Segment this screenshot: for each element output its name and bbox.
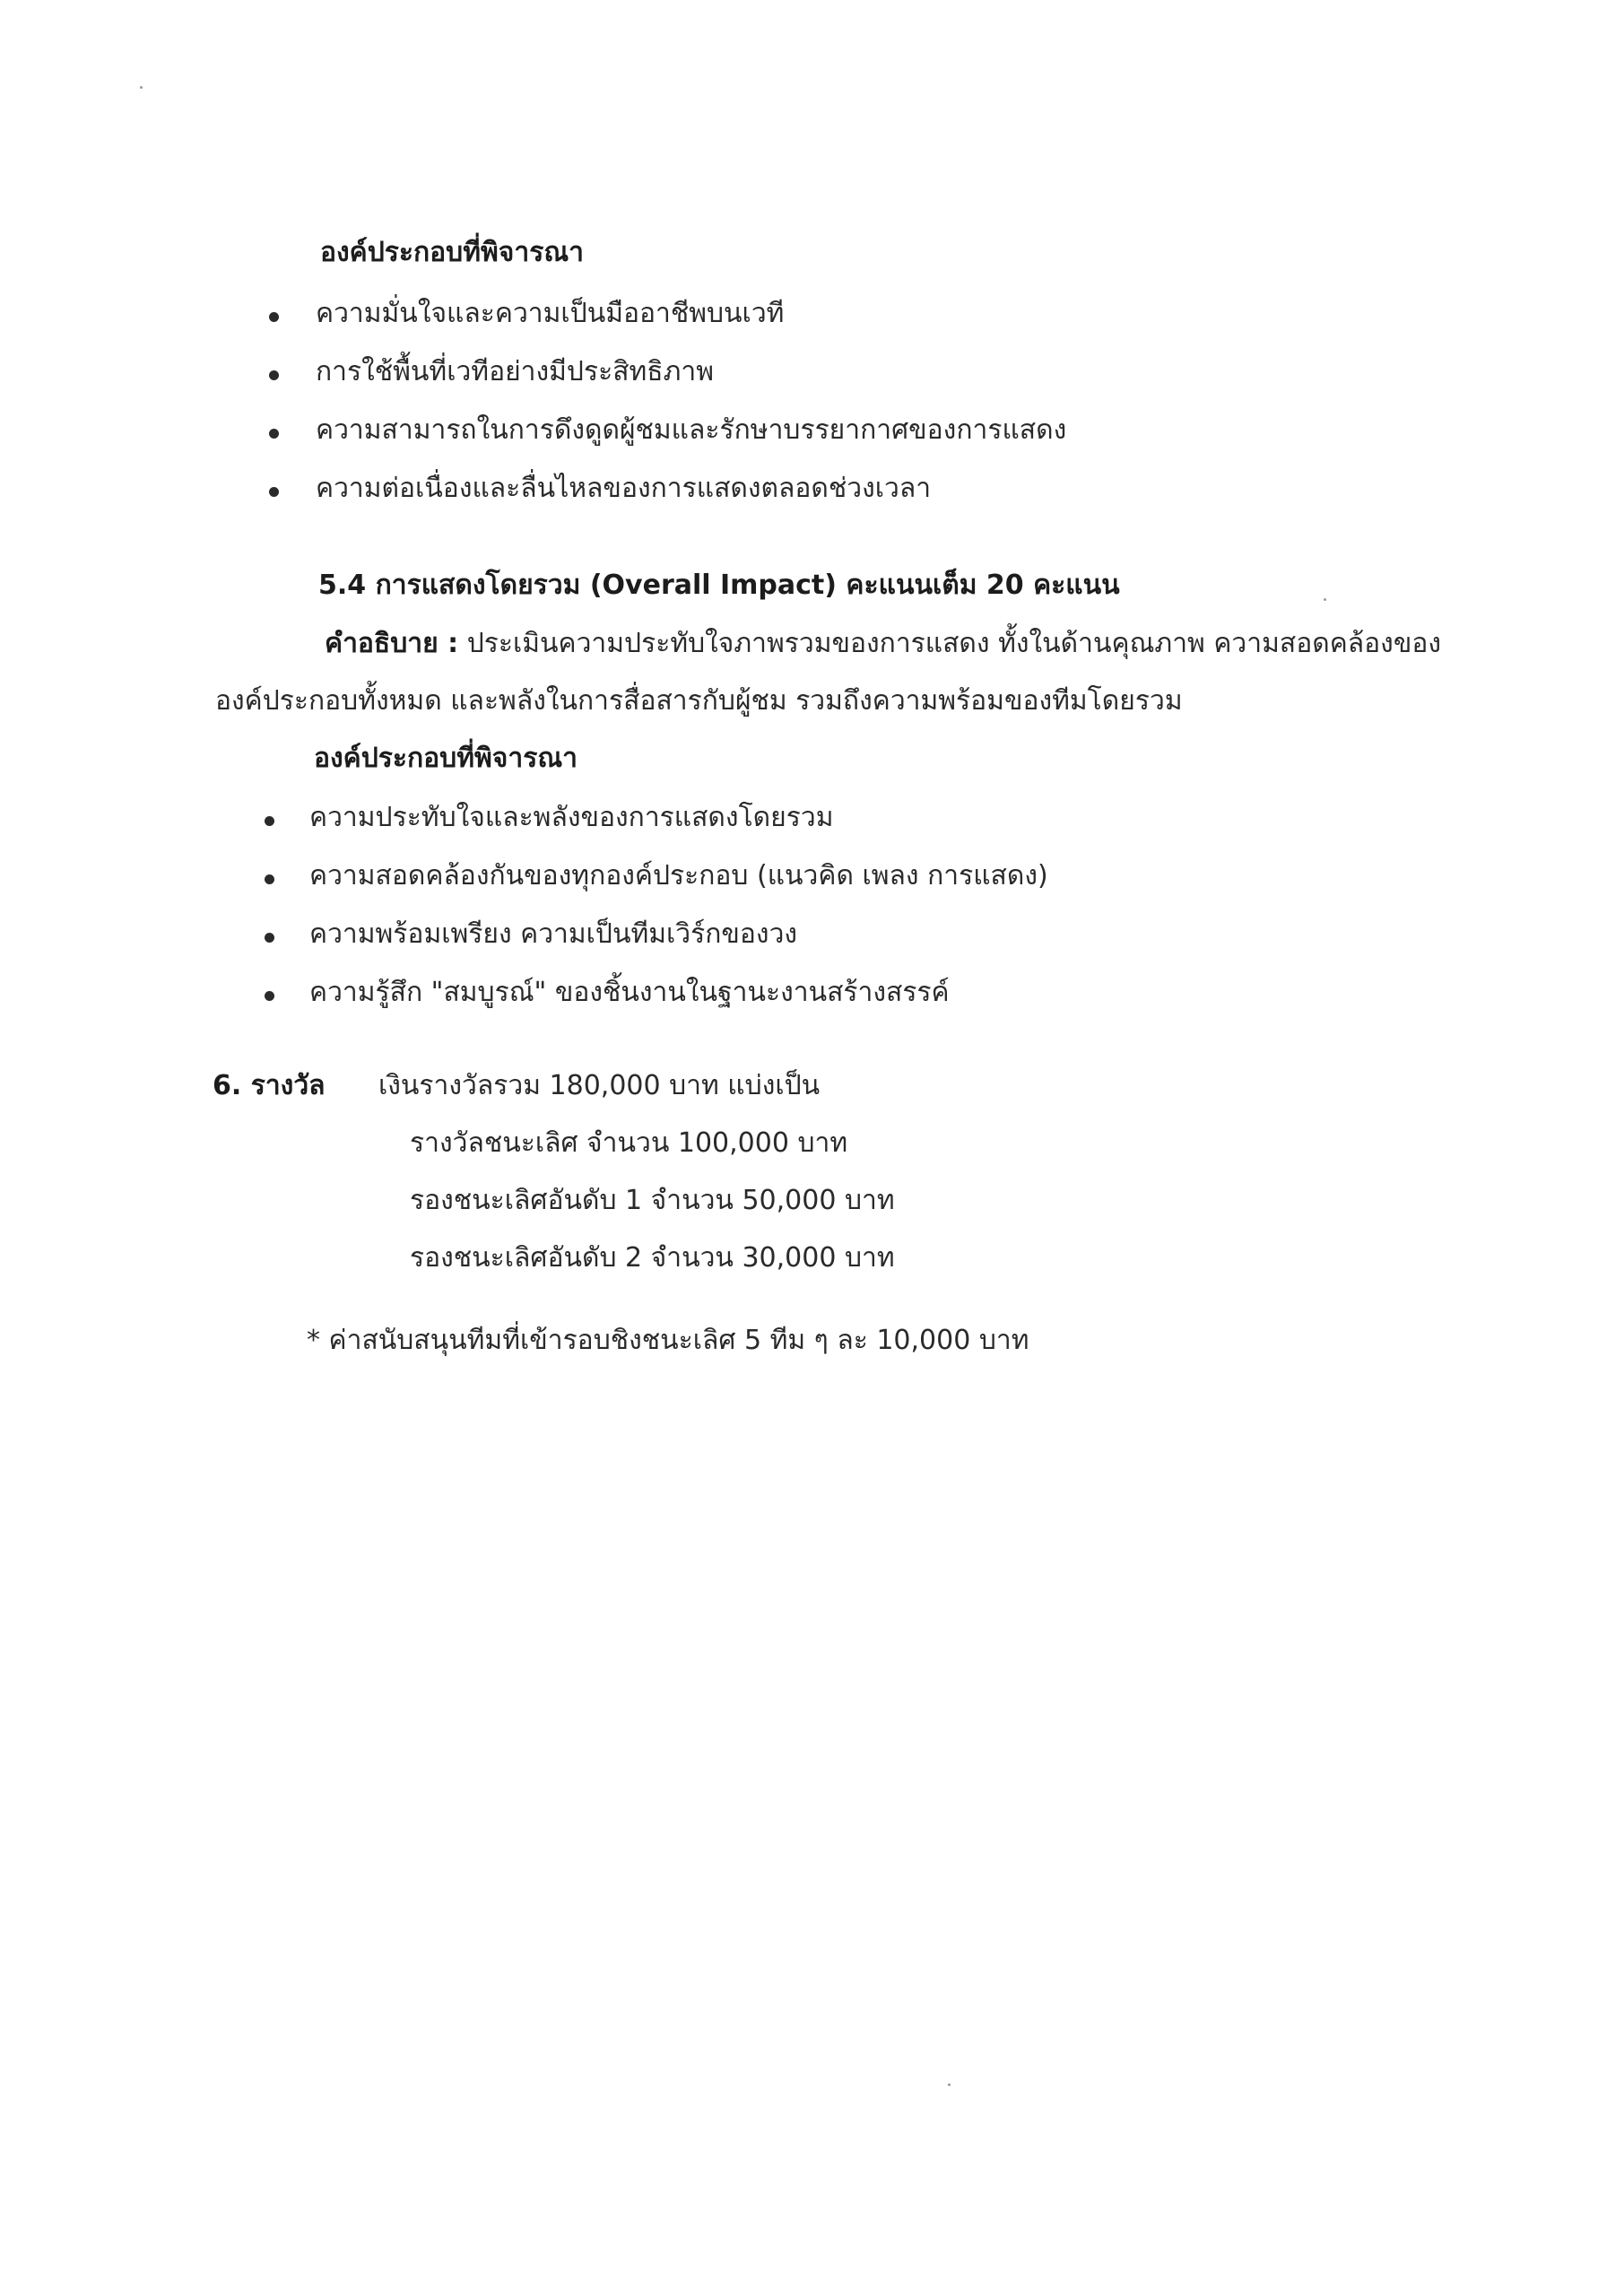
- criteria-item: การใช้พื้นที่เวทีอย่างมีประสิทธิภาพ: [316, 356, 714, 387]
- bullet-icon: [269, 370, 279, 380]
- bullet-icon: [265, 874, 274, 884]
- description-line-2: องค์ประกอบทั้งหมด และพลังในการสื่อสารกับผู้ชม รวมถึงความพร้อมของทีมโดยรวม: [215, 685, 1183, 717]
- criteria-item: ความพร้อมเพรียง ความเป็นทีมเวิร์กของวง: [309, 918, 798, 950]
- bullet-icon: [269, 429, 279, 439]
- criteria-heading: องค์ประกอบที่พิจารณา: [320, 237, 584, 268]
- criteria-item: ความสอดคล้องกันของทุกองค์ประกอบ (แนวคิด เพลง การแสดง): [309, 860, 1048, 891]
- description-line-1: [325, 626, 1441, 662]
- criteria-item: ความต่อเนื่องและลื่นไหลของการแสดงตลอดช่วงเวลา: [316, 473, 932, 504]
- section-heading: 5.4 การแสดงโดยรวม (Overall Impact) คะแนนเต็ม 20 คะแนน: [318, 570, 1120, 601]
- scan-speck: [140, 86, 143, 89]
- scan-speck: [1324, 598, 1326, 601]
- bullet-icon: [269, 487, 279, 497]
- prize-note: * ค่าสนับสนุนทีมที่เข้ารอบชิงชนะเลิศ 5 ทีม ๆ ละ 10,000 บาท: [307, 1325, 1029, 1356]
- prize-total: เงินรางวัลรวม 180,000 บาท แบ่งเป็น: [378, 1070, 821, 1101]
- prize-item: รองชนะเลิศอันดับ 2 จำนวน 30,000 บาท: [410, 1242, 895, 1274]
- scan-speck: [948, 2083, 951, 2086]
- bullet-icon: [269, 312, 279, 322]
- criteria-item: ความสามารถในการดึงดูดผู้ชมและรักษาบรรยากาศของการแสดง: [316, 414, 1067, 446]
- description-text: ประเมินความประทับใจภาพรวมของการแสดง ทั้งในด้านคุณภาพ ความสอดคล้องของ: [466, 628, 1441, 659]
- prize-item: รางวัลชนะเลิศ จำนวน 100,000 บาท: [410, 1127, 848, 1159]
- prize-heading: 6. รางวัล: [213, 1070, 326, 1101]
- criteria-item: ความมั่นใจและความเป็นมืออาชีพบนเวที: [316, 298, 785, 329]
- prize-item: รองชนะเลิศอันดับ 1 จำนวน 50,000 บาท: [410, 1185, 895, 1216]
- criteria-item: ความรู้สึก "สมบูรณ์" ของชิ้นงานในฐานะงานสร้างสรรค์: [309, 977, 950, 1008]
- bullet-icon: [265, 991, 274, 1001]
- bullet-icon: [265, 816, 274, 826]
- criteria-item: ความประทับใจและพลังของการแสดงโดยรวม: [309, 802, 834, 833]
- criteria-heading: องค์ประกอบที่พิจารณา: [314, 743, 578, 774]
- description-label: คำอธิบาย :: [325, 628, 459, 659]
- bullet-icon: [265, 933, 274, 943]
